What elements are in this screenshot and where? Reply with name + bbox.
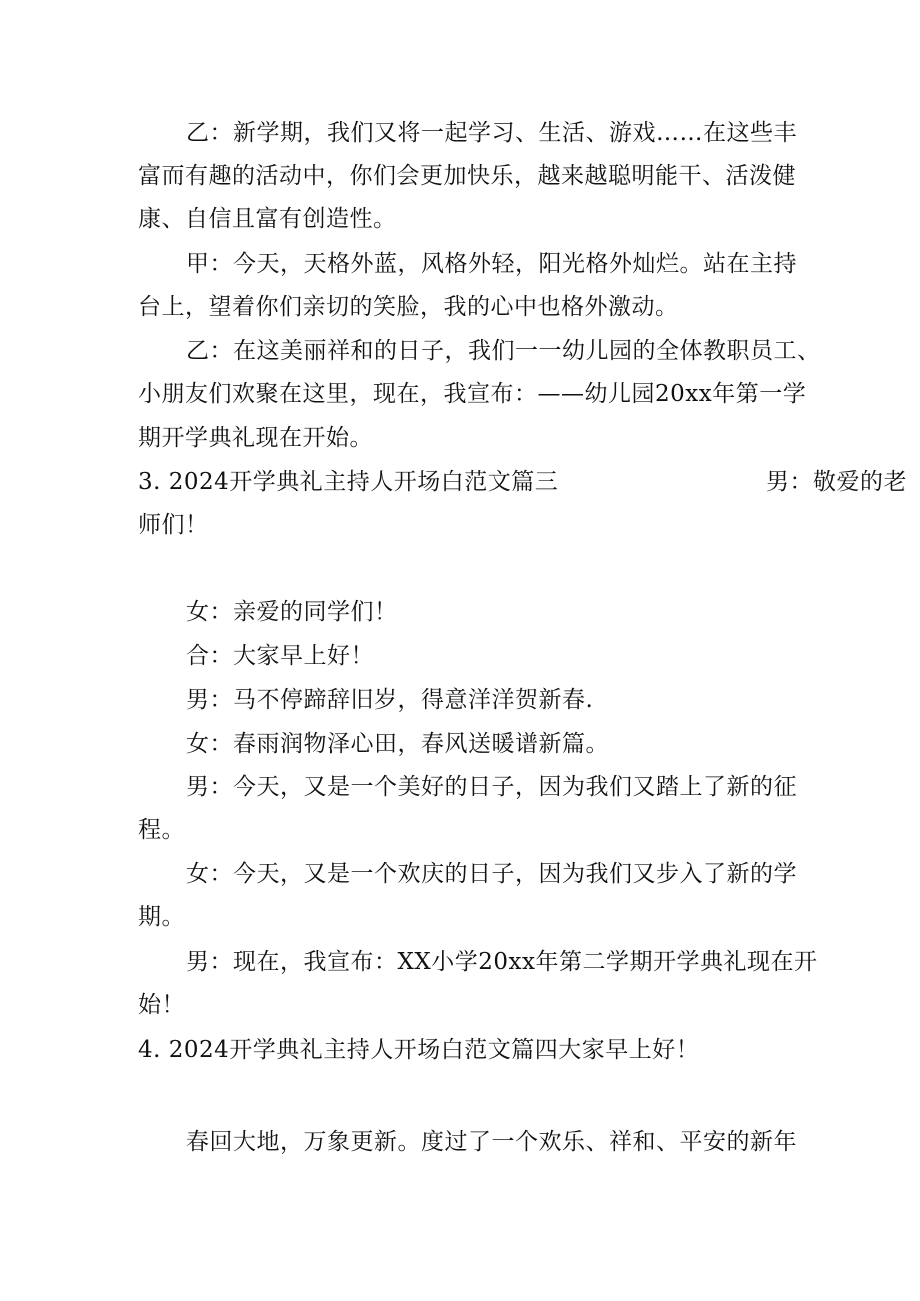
paragraph-line: 男：马不停蹄辞旧岁，得意洋洋贺新春. <box>186 687 594 713</box>
paragraph-line: 程。 <box>138 817 185 843</box>
paragraph-line: 乙：在这美丽祥和的日子，我们一一幼儿园的全体教职员工、 <box>186 338 821 364</box>
paragraph-line: 甲：今天，天格外蓝，风格外轻，阳光格外灿烂。站在主持 <box>186 251 797 277</box>
paragraph-line: 女：今天，又是一个欢庆的日子，因为我们又步入了新的学 <box>186 861 797 887</box>
paragraph-line: 小朋友们欢聚在这里，现在，我宣布：——幼儿园20xx年第一学 <box>138 381 807 407</box>
paragraph-line: 女：春雨润物泽心田，春风送暖谱新篇。 <box>186 731 609 757</box>
paragraph-line: 期。 <box>138 904 185 930</box>
paragraph-line: 始！ <box>138 992 185 1018</box>
paragraph-line: 富而有趣的活动中，你们会更加快乐，越来越聪明能干、活泼健 <box>138 163 796 189</box>
paragraph-line: 男：今天，又是一个美好的日子，因为我们又踏上了新的征 <box>186 774 797 800</box>
paragraph-line: 康、自信且富有创造性。 <box>138 206 397 232</box>
section-heading-title: 3. 2024开学典礼主持人开场白范文篇三 <box>138 469 559 495</box>
section-heading: 4. 2024开学典礼主持人开场白范文篇四大家早上好！ <box>138 1037 700 1063</box>
paragraph-line: 男：现在，我宣布：XX小学20xx年第二学期开学典礼现在开 <box>186 949 818 975</box>
paragraph-line: 春回大地，万象更新。度过了一个欢乐、祥和、平安的新年 <box>186 1129 797 1155</box>
paragraph-line: 台上，望着你们亲切的笑脸，我的心中也格外激动。 <box>138 294 679 320</box>
paragraph-line: 师们！ <box>138 512 209 538</box>
section-heading <box>138 467 907 497</box>
paragraph-line: 女：亲爱的同学们！ <box>186 599 398 625</box>
section-heading-continuation: 男：敬爱的老 <box>766 469 907 495</box>
paragraph-line: 合：大家早上好！ <box>186 643 374 669</box>
paragraph-line: 乙：新学期，我们又将一起学习、生活、游戏……在这些丰 <box>186 120 797 146</box>
paragraph-line: 期开学典礼现在开始。 <box>138 425 373 451</box>
